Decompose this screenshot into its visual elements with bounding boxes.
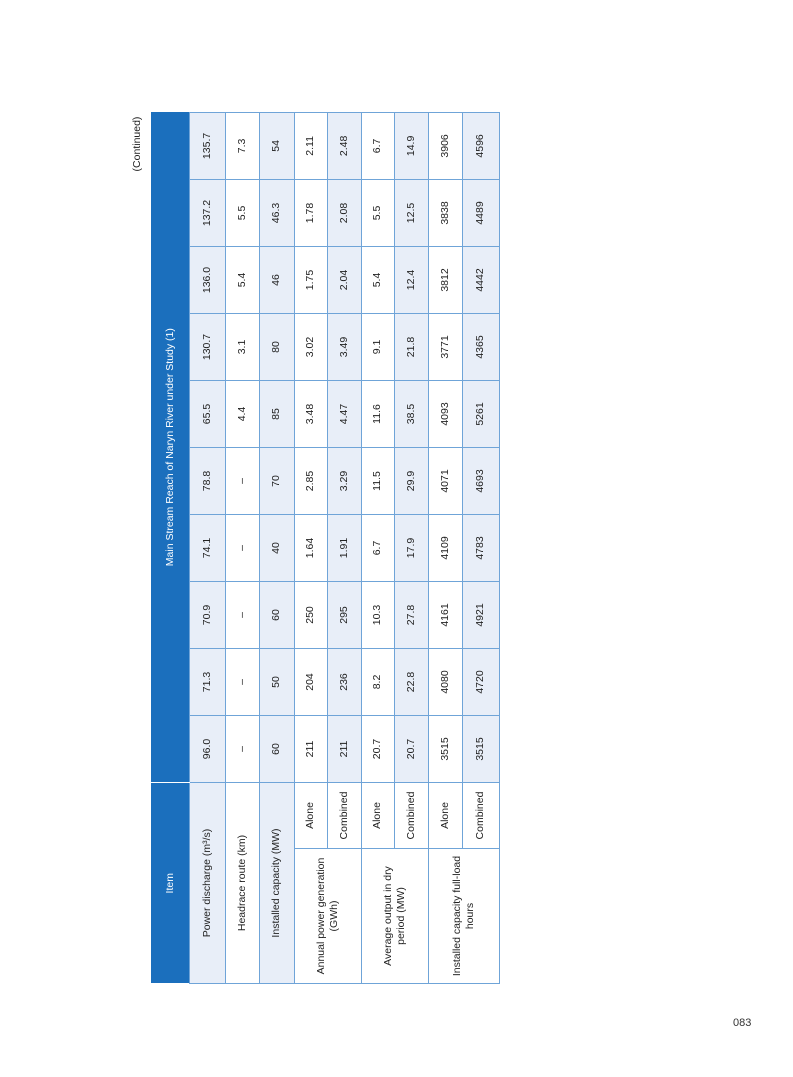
cell: 12.5 [394, 179, 428, 246]
cell: 130.7 [189, 313, 225, 380]
row-label: Average output in dry period (MW) [361, 849, 428, 984]
row-average-output-alone [361, 112, 394, 983]
cell: 4080 [428, 648, 462, 715]
cell: 3.1 [225, 313, 259, 380]
cell: 4093 [428, 380, 462, 447]
cell: 6.7 [361, 112, 394, 179]
cell: 3.49 [327, 313, 361, 380]
cell: 5.4 [225, 246, 259, 313]
row-label: Installed capacity (MW) [259, 782, 294, 983]
cell: 12.4 [394, 246, 428, 313]
cell: 4596 [462, 112, 499, 179]
cell: 4.47 [327, 380, 361, 447]
cell: 21.8 [394, 313, 428, 380]
cell: 50 [259, 648, 294, 715]
cell: 4720 [462, 648, 499, 715]
cell: 54 [259, 112, 294, 179]
cell: 4161 [428, 581, 462, 648]
cell: 1.75 [294, 246, 327, 313]
cell: 78.8 [189, 447, 225, 514]
cell: 4442 [462, 246, 499, 313]
cell: 2.04 [327, 246, 361, 313]
cell: 11.6 [361, 380, 394, 447]
cell: 4365 [462, 313, 499, 380]
cell: 2.08 [327, 179, 361, 246]
cell: 250 [294, 581, 327, 648]
page-number: 083 [733, 1017, 752, 1029]
cell: 11.5 [361, 447, 394, 514]
cell: 4.4 [225, 380, 259, 447]
cell: 46.3 [259, 179, 294, 246]
row-annual-power-alone [294, 112, 327, 983]
cell: 60 [259, 581, 294, 648]
data-table-wrapper [151, 113, 489, 984]
cell: – [225, 447, 259, 514]
cell: 5.5 [225, 179, 259, 246]
cell: 4693 [462, 447, 499, 514]
cell: 5.5 [361, 179, 394, 246]
group-header: Main Stream Reach of Naryn River under Study (1) [151, 112, 189, 782]
cell: 14.9 [394, 112, 428, 179]
item-header: Item [151, 782, 189, 983]
cell: 136.0 [189, 246, 225, 313]
cell: 3838 [428, 179, 462, 246]
cell: 4071 [428, 447, 462, 514]
cell: 6.7 [361, 514, 394, 581]
sub-label-alone: Alone [428, 782, 462, 848]
cell: 9.1 [361, 313, 394, 380]
cell: 137.2 [189, 179, 225, 246]
cell: 3.29 [327, 447, 361, 514]
cell: 46 [259, 246, 294, 313]
cell: – [225, 581, 259, 648]
cell: 236 [327, 648, 361, 715]
cell: 3515 [428, 715, 462, 782]
cell: 74.1 [189, 514, 225, 581]
cell: 20.7 [394, 715, 428, 782]
cell: 65.5 [189, 380, 225, 447]
cell: 211 [327, 715, 361, 782]
row-headrace-route [225, 112, 259, 983]
cell: 3906 [428, 112, 462, 179]
sub-label-combined: Combined [462, 782, 499, 848]
sub-label-alone: Alone [361, 782, 394, 848]
sub-label-combined: Combined [327, 782, 361, 848]
cell: 3812 [428, 246, 462, 313]
cell: 3771 [428, 313, 462, 380]
cell: – [225, 648, 259, 715]
cell: 211 [294, 715, 327, 782]
cell: 40 [259, 514, 294, 581]
cell: 2.11 [294, 112, 327, 179]
cell: 2.85 [294, 447, 327, 514]
cell: 27.8 [394, 581, 428, 648]
cell: 204 [294, 648, 327, 715]
cell: 17.9 [394, 514, 428, 581]
cell: 38.5 [394, 380, 428, 447]
cell: – [225, 715, 259, 782]
cell: 71.3 [189, 648, 225, 715]
cell: 80 [259, 313, 294, 380]
cell: 85 [259, 380, 294, 447]
row-label: Installed capacity full-load hours [428, 849, 499, 984]
cell: 1.78 [294, 179, 327, 246]
cell: 5.4 [361, 246, 394, 313]
naryn-river-table [151, 112, 500, 984]
cell: 29.9 [394, 447, 428, 514]
cell: 2.48 [327, 112, 361, 179]
cell: 3.48 [294, 380, 327, 447]
cell: 10.3 [361, 581, 394, 648]
cell: 4109 [428, 514, 462, 581]
cell: 70.9 [189, 581, 225, 648]
cell: 295 [327, 581, 361, 648]
row-label: Headrace route (km) [225, 782, 259, 983]
cell: 20.7 [361, 715, 394, 782]
cell: 22.8 [394, 648, 428, 715]
cell: 4921 [462, 581, 499, 648]
cell: 1.64 [294, 514, 327, 581]
cell: 60 [259, 715, 294, 782]
sub-label-alone: Alone [294, 782, 327, 848]
cell: 96.0 [189, 715, 225, 782]
cell: 7.3 [225, 112, 259, 179]
cell: 5261 [462, 380, 499, 447]
cell: 70 [259, 447, 294, 514]
row-label: Annual power generation (GWh) [294, 849, 361, 984]
continued-note: (Continued) [131, 116, 143, 172]
row-full-load-hours-alone [428, 112, 462, 983]
row-installed-capacity [259, 112, 294, 983]
cell: 4783 [462, 514, 499, 581]
cell: 8.2 [361, 648, 394, 715]
sub-label-combined: Combined [394, 782, 428, 848]
row-power-discharge [189, 112, 225, 983]
cell: – [225, 514, 259, 581]
cell: 1.91 [327, 514, 361, 581]
cell: 4489 [462, 179, 499, 246]
cell: 3515 [462, 715, 499, 782]
cell: 3.02 [294, 313, 327, 380]
row-label: Power discharge (m³/s) [189, 782, 225, 983]
cell: 135.7 [189, 112, 225, 179]
